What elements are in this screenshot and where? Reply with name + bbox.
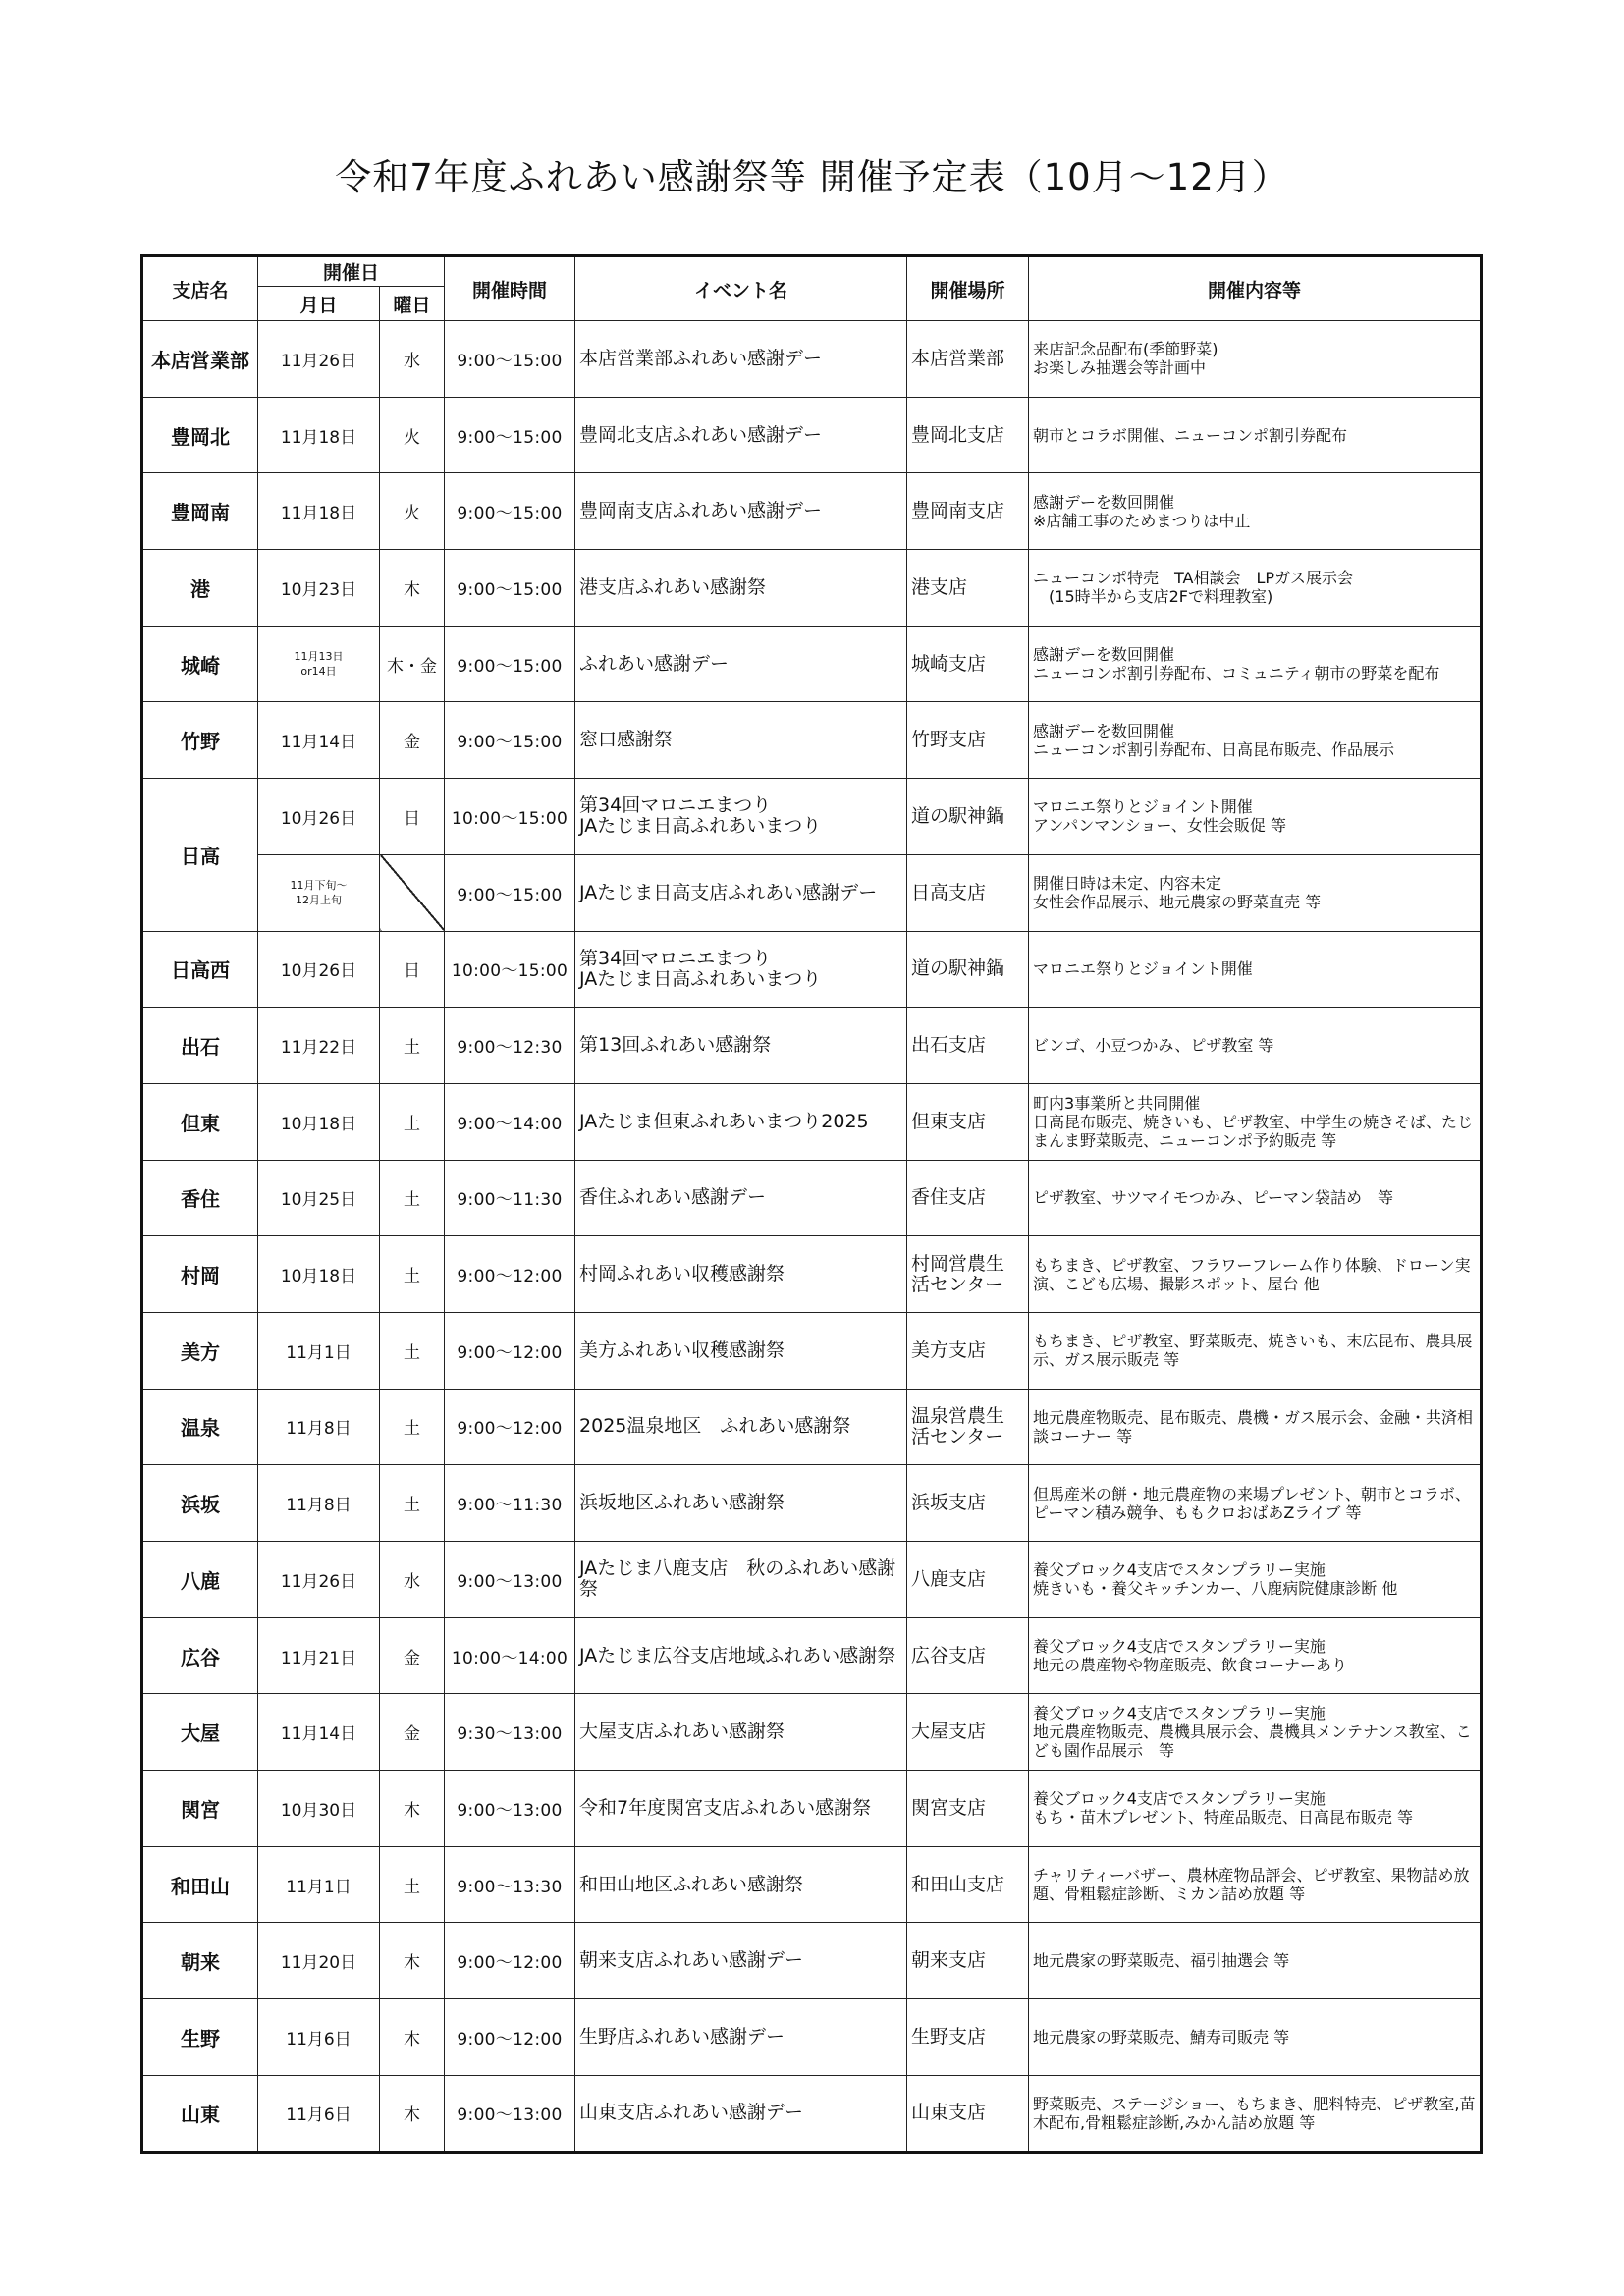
time-cell: 9:00～12:00 [445,1999,575,2076]
weekday-cell: 金 [380,1617,445,1694]
date-cell: 11月20日 [258,1923,380,1999]
details-cell: 野菜販売、ステージショー、もちまき、肥料特売、ピザ教室,苗木配布,骨粗鬆症診断,みかん詰め放題 等 [1029,2075,1482,2152]
date-cell: 11月6日 [258,2075,380,2152]
table-row [142,550,1482,627]
time-cell: 9:00～13:30 [445,1846,575,1923]
weekday-cell: 木 [380,1999,445,2076]
branch-cell: 香住 [142,1160,258,1236]
details-cell: 開催日時は未定、内容未定 女性会作品展示、地元農家の野菜直売 等 [1029,854,1482,931]
time-cell: 9:00～12:00 [445,1923,575,1999]
place-cell: 豊岡北支店 [907,397,1029,473]
place-cell: 日高支店 [907,854,1029,931]
time-cell: 9:30～13:00 [445,1694,575,1771]
table-row [142,626,1482,702]
weekday-cell: 木 [380,1771,445,1847]
weekday-cell: 土 [380,1083,445,1160]
time-cell: 10:00～14:00 [445,1617,575,1694]
page-title: 令和7年度ふれあい感謝祭等 開催予定表（10月～12月） [335,156,1289,198]
table-row [142,1846,1482,1923]
event-name-cell: JAたじま但東ふれあいまつり2025 [575,1083,907,1160]
weekday-cell: 土 [380,1236,445,1313]
branch-cell: 港 [142,550,258,627]
details-cell: マロニエ祭りとジョイント開催 [1029,931,1482,1008]
date-cell: 11月1日 [258,1846,380,1923]
details-cell: 養父ブロック4支店でスタンプラリー実施 地元農産物販売、農機具展示会、農機具メンテナンス教室、こども園作品展示 等 [1029,1694,1482,1771]
table-row [142,397,1482,473]
branch-cell: 竹野 [142,702,258,779]
event-name-cell: 香住ふれあい感謝デー [575,1160,907,1236]
event-name-cell: 窓口感謝祭 [575,702,907,779]
branch-cell: 和田山 [142,1846,258,1923]
date-cell: 10月30日 [258,1771,380,1847]
weekday-cell: 日 [380,779,445,855]
date-cell: 10月18日 [258,1236,380,1313]
event-name-cell: ふれあい感謝デー [575,626,907,702]
place-cell: 本店営業部 [907,321,1029,398]
time-cell: 9:00～11:30 [445,1465,575,1542]
branch-cell: 山東 [142,2075,258,2152]
event-name-cell: 令和7年度関宮支店ふれあい感謝祭 [575,1771,907,1847]
details-cell: もちまき、ピザ教室、野菜販売、焼きいも、末広昆布、農具展示、ガス展示販売 等 [1029,1312,1482,1389]
place-cell: 生野支店 [907,1999,1029,2076]
time-cell: 9:00～13:00 [445,2075,575,2152]
date-cell: 11月26日 [258,321,380,398]
details-cell: 町内3事業所と共同開催 日高昆布販売、焼きいも、ピザ教室、中学生の焼きそば、たじまんま野菜販売、ニューコンポ予約販売 等 [1029,1083,1482,1160]
date-cell: 10月18日 [258,1083,380,1160]
date-cell: 11月6日 [258,1999,380,2076]
table-row [142,1617,1482,1694]
time-cell: 9:00～15:00 [445,854,575,931]
branch-cell: 日高西 [142,931,258,1008]
table-row [142,1999,1482,2076]
time-cell: 9:00～11:30 [445,1160,575,1236]
details-cell: 朝市とコラボ開催、ニューコンポ割引券配布 [1029,397,1482,473]
event-name-cell: 村岡ふれあい収穫感謝祭 [575,1236,907,1313]
date-cell: 11月13日 or14日 [258,626,380,702]
event-name-cell: 生野店ふれあい感謝デー [575,1999,907,2076]
time-cell: 9:00～12:30 [445,1008,575,1084]
date-cell: 11月8日 [258,1389,380,1465]
branch-cell: 八鹿 [142,1542,258,1618]
event-name-cell: 港支店ふれあい感謝祭 [575,550,907,627]
table-row [142,1771,1482,1847]
time-cell: 9:00～15:00 [445,702,575,779]
weekday-cell: 火 [380,473,445,550]
header-details: 開催内容等 [1029,256,1482,321]
place-cell: 美方支店 [907,1312,1029,1389]
date-cell: 11月18日 [258,397,380,473]
place-cell: 山東支店 [907,2075,1029,2152]
weekday-cell: 木 [380,2075,445,2152]
table-row [142,854,1482,931]
event-name-cell: 和田山地区ふれあい感謝祭 [575,1846,907,1923]
place-cell: 温泉営農生 活センター [907,1389,1029,1465]
date-cell: 11月22日 [258,1008,380,1084]
details-cell: 感謝デーを数回開催 ※店舗工事のためまつりは中止 [1029,473,1482,550]
weekday-cell: 水 [380,1542,445,1618]
time-cell: 9:00～13:00 [445,1771,575,1847]
branch-cell: 朝来 [142,1923,258,1999]
table-row [142,931,1482,1008]
weekday-cell: 土 [380,1160,445,1236]
place-cell: 村岡営農生 活センター [907,1236,1029,1313]
date-cell: 11月18日 [258,473,380,550]
date-cell: 11月8日 [258,1465,380,1542]
table-row [142,1542,1482,1618]
table-row [142,1008,1482,1084]
event-name-cell: 美方ふれあい収穫感謝祭 [575,1312,907,1389]
weekday-cell: 土 [380,1846,445,1923]
event-name-cell: 第34回マロニエまつり JAたじま日高ふれあいまつり [575,779,907,855]
table-row [142,1465,1482,1542]
place-cell: 道の駅神鍋 [907,779,1029,855]
details-cell: 来店記念品配布(季節野菜) お楽しみ抽選会等計画中 [1029,321,1482,398]
time-cell: 9:00～12:00 [445,1236,575,1313]
time-cell: 9:00～15:00 [445,550,575,627]
weekday-cell: 土 [380,1008,445,1084]
date-cell: 11月14日 [258,702,380,779]
date-cell: 10月26日 [258,931,380,1008]
branch-cell: 城崎 [142,626,258,702]
place-cell: 城崎支店 [907,626,1029,702]
event-name-cell: 第13回ふれあい感謝祭 [575,1008,907,1084]
table-row [142,321,1482,398]
weekday-cell: 水 [380,321,445,398]
time-cell: 9:00～13:00 [445,1542,575,1618]
table-row [142,779,1482,855]
date-cell: 10月25日 [258,1160,380,1236]
weekday-cell: 土 [380,1389,445,1465]
place-cell: 浜坂支店 [907,1465,1029,1542]
place-cell: 出石支店 [907,1008,1029,1084]
time-cell: 9:00～15:00 [445,321,575,398]
weekday-cell: 金 [380,702,445,779]
table-row [142,2075,1482,2152]
event-name-cell: JAたじま八鹿支店 秋のふれあい感謝祭 [575,1542,907,1618]
branch-cell: 浜坂 [142,1465,258,1542]
details-cell: 但馬産米の餅・地元農産物の来場プレゼント、朝市とコラボ、ピーマン積み競争、ももクロおばあZライブ 等 [1029,1465,1482,1542]
table-row [142,1694,1482,1771]
table-row [142,702,1482,779]
event-name-cell: JAたじま日高支店ふれあい感謝デー [575,854,907,931]
details-cell: 地元農家の野菜販売、鯖寿司販売 等 [1029,1999,1482,2076]
branch-cell: 豊岡北 [142,397,258,473]
date-cell: 11月26日 [258,1542,380,1618]
header-time: 開催時間 [445,256,575,321]
branch-cell: 但東 [142,1083,258,1160]
branch-cell: 広谷 [142,1617,258,1694]
details-cell: 感謝デーを数回開催 ニューコンポ割引券配布、日高昆布販売、作品展示 [1029,702,1482,779]
branch-cell: 村岡 [142,1236,258,1313]
place-cell: 八鹿支店 [907,1542,1029,1618]
details-cell: 感謝デーを数回開催 ニューコンポ割引券配布、コミュニティ朝市の野菜を配布 [1029,626,1482,702]
table-row [142,473,1482,550]
time-cell: 9:00～12:00 [445,1389,575,1465]
event-name-cell: 浜坂地区ふれあい感謝祭 [575,1465,907,1542]
weekday-cell: 土 [380,1312,445,1389]
place-cell: 香住支店 [907,1160,1029,1236]
event-name-cell: 本店営業部ふれあい感謝デー [575,321,907,398]
details-cell: ピザ教室、サツマイモつかみ、ピーマン袋詰め 等 [1029,1160,1482,1236]
table-row [142,1160,1482,1236]
time-cell: 9:00～14:00 [445,1083,575,1160]
table-row [142,1312,1482,1389]
branch-cell: 生野 [142,1999,258,2076]
date-cell: 11月下旬～ 12月上旬 [258,854,380,931]
details-cell: マロニエ祭りとジョイント開催 アンパンマンショー、女性会販促 等 [1029,779,1482,855]
branch-cell: 温泉 [142,1389,258,1465]
time-cell: 10:00～15:00 [445,931,575,1008]
branch-cell: 豊岡南 [142,473,258,550]
table-row [142,1389,1482,1465]
event-name-cell: 豊岡北支店ふれあい感謝デー [575,397,907,473]
header-date-group: 開催日 [258,256,445,287]
time-cell: 10:00～15:00 [445,779,575,855]
date-cell: 10月26日 [258,779,380,855]
weekday-cell: 木 [380,1923,445,1999]
date-cell: 11月1日 [258,1312,380,1389]
place-cell: 竹野支店 [907,702,1029,779]
weekday-cell-slashed [380,854,445,931]
date-cell: 10月23日 [258,550,380,627]
event-name-cell: 2025温泉地区 ふれあい感謝祭 [575,1389,907,1465]
header-event: イベント名 [575,256,907,321]
details-cell: ニューコンポ特売 TA相談会 LPガス展示会 (15時半から支店2Fで料理教室) [1029,550,1482,627]
schedule-table [140,254,1483,2154]
weekday-cell: 日 [380,931,445,1008]
details-cell: 地元農産物販売、昆布販売、農機・ガス展示会、金融・共済相談コーナー 等 [1029,1389,1482,1465]
branch-cell: 出石 [142,1008,258,1084]
place-cell: 道の駅神鍋 [907,931,1029,1008]
details-cell: チャリティーバザー、農林産物品評会、ピザ教室、果物詰め放題、骨粗鬆症診断、ミカン詰め放題 等 [1029,1846,1482,1923]
date-cell: 11月14日 [258,1694,380,1771]
time-cell: 9:00～15:00 [445,626,575,702]
place-cell: 但東支店 [907,1083,1029,1160]
weekday-cell: 木・金 [380,626,445,702]
weekday-cell: 土 [380,1465,445,1542]
details-cell: もちまき、ピザ教室、フラワーフレーム作り体験、ドローン実演、こども広場、撮影スポット、屋台 他 [1029,1236,1482,1313]
table-row [142,1236,1482,1313]
branch-cell: 大屋 [142,1694,258,1771]
header-branch: 支店名 [142,256,258,321]
event-name-cell: 第34回マロニエまつり JAたじま日高ふれあいまつり [575,931,907,1008]
details-cell: 養父ブロック4支店でスタンプラリー実施 焼きいも・養父キッチンカー、八鹿病院健康診断 他 [1029,1542,1482,1618]
table-row [142,1923,1482,1999]
time-cell: 9:00～15:00 [445,397,575,473]
place-cell: 和田山支店 [907,1846,1029,1923]
event-name-cell: JAたじま広谷支店地域ふれあい感謝祭 [575,1617,907,1694]
table-row [142,1083,1482,1160]
branch-cell: 日高 [142,779,258,931]
details-cell: 養父ブロック4支店でスタンプラリー実施 もち・苗木プレゼント、特産品販売、日高昆布販売 等 [1029,1771,1482,1847]
event-name-cell: 豊岡南支店ふれあい感謝デー [575,473,907,550]
place-cell: 広谷支店 [907,1617,1029,1694]
details-cell: 養父ブロック4支店でスタンプラリー実施 地元の農産物や物産販売、飲食コーナーあり [1029,1617,1482,1694]
event-name-cell: 朝来支店ふれあい感謝デー [575,1923,907,1999]
header-place: 開催場所 [907,256,1029,321]
header-month-day: 月日 [258,287,380,321]
place-cell: 関宮支店 [907,1771,1029,1847]
time-cell: 9:00～15:00 [445,473,575,550]
details-cell: ビンゴ、小豆つかみ、ピザ教室 等 [1029,1008,1482,1084]
place-cell: 朝来支店 [907,1923,1029,1999]
place-cell: 大屋支店 [907,1694,1029,1771]
branch-cell: 関宮 [142,1771,258,1847]
weekday-cell: 金 [380,1694,445,1771]
place-cell: 豊岡南支店 [907,473,1029,550]
weekday-cell: 火 [380,397,445,473]
date-cell: 11月21日 [258,1617,380,1694]
details-cell: 地元農家の野菜販売、福引抽選会 等 [1029,1923,1482,1999]
branch-cell: 美方 [142,1312,258,1389]
place-cell: 港支店 [907,550,1029,627]
weekday-cell: 木 [380,550,445,627]
header-weekday: 曜日 [380,287,445,321]
branch-cell: 本店営業部 [142,321,258,398]
time-cell: 9:00～12:00 [445,1312,575,1389]
event-name-cell: 大屋支店ふれあい感謝祭 [575,1694,907,1771]
event-name-cell: 山東支店ふれあい感謝デー [575,2075,907,2152]
